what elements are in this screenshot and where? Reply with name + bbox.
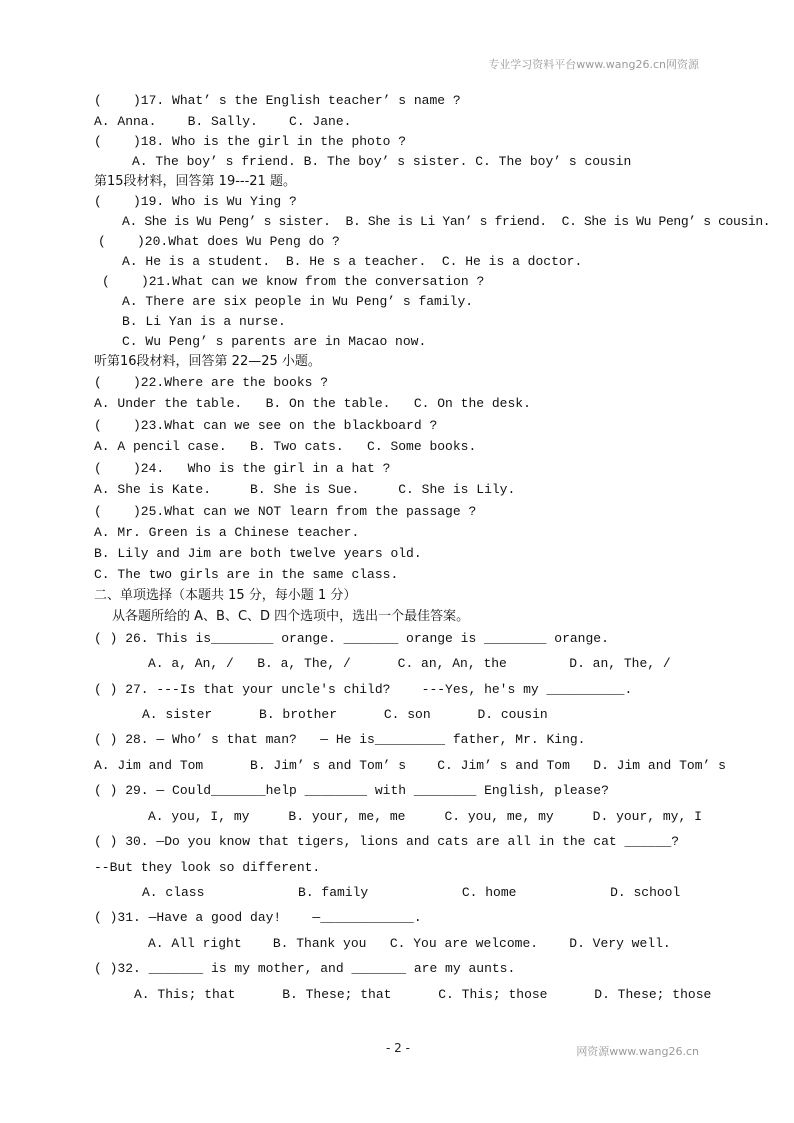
text-line: A. Under the table. B. On the table. C. On the desk. <box>94 396 531 411</box>
text-line: 第15段材料，回答第 19---21 题。 <box>94 174 296 189</box>
header-watermark: 专业学习资料平台www.wang26.cn网资源 <box>488 58 699 71</box>
text-line: A. The boy’ s friend. B. The boy’ s sister. C. The boy’ s cousin <box>132 154 632 169</box>
text-line: ( )32. _______ is my mother, and _______ are my aunts. <box>94 961 516 976</box>
text-line: ( )25.What can we NOT learn from the passage ? <box>94 504 477 519</box>
text-line: A. a, An, / B. a, The, / C. an, An, the D. an, The, / <box>148 656 671 671</box>
text-line: 二、单项选择（本题共 15 分，每小题 1 分） <box>94 588 357 603</box>
text-line: B. Lily and Jim are both twelve years old. <box>94 546 422 561</box>
text-line: A. Anna. B. Sally. C. Jane. <box>94 114 352 129</box>
text-line: A. sister B. brother C. son D. cousin <box>142 707 548 722</box>
text-line: A. Jim and Tom B. Jim’ s and Tom’ s C. Jim’ s and Tom D. Jim and Tom’ s <box>94 758 726 773</box>
text-line: A. you, I, my B. your, me, me C. you, me, my D. your, my, I <box>148 809 702 824</box>
text-line: ( )19. Who is Wu Ying ? <box>94 194 297 209</box>
text-line: 从各题所给的 A、B、C、D 四个选项中，选出一个最佳答案。 <box>112 609 470 624</box>
text-line: B. Li Yan is a nurse. <box>122 314 286 329</box>
text-line: ( )18. Who is the girl in the photo ? <box>94 134 407 149</box>
text-line: A. A pencil case. B. Two cats. C. Some books. <box>94 439 477 454</box>
text-line: ( ) 27. ---Is that your uncle's child? ---Yes, he's my __________. <box>94 682 633 697</box>
text-line: A. Mr. Green is a Chinese teacher. <box>94 525 360 540</box>
text-line: A. There are six people in Wu Peng’ s family. <box>122 294 474 309</box>
text-line: C. Wu Peng’ s parents are in Macao now. <box>122 334 427 349</box>
page-number: - 2 - <box>386 1041 410 1055</box>
text-line: A. She is Kate. B. She is Sue. C. She is Lily. <box>94 482 516 497</box>
footer-watermark: 网资源www.wang26.cn <box>576 1045 699 1058</box>
text-line: ( )24. Who is the girl in a hat ? <box>94 461 391 476</box>
text-line: ( )17. What’ s the English teacher’ s name ? <box>94 93 461 108</box>
text-line: C. The two girls are in the same class. <box>94 567 399 582</box>
text-line: ( ) 30. —Do you know that tigers, lions and cats are all in the cat ______? <box>94 834 680 849</box>
text-line: A. class B. family C. home D. school <box>142 885 681 900</box>
text-line: ( ) 29. — Could_______help ________ with ________ English, please? <box>94 783 609 798</box>
text-line: ( )20.What does Wu Peng do ? <box>98 234 340 249</box>
text-line: ( )22.Where are the books ? <box>94 375 329 390</box>
text-line: A. She is Wu Peng’ s sister. B. She is Li Yan’ s friend. C. She is Wu Peng’ s cousin. <box>122 214 771 229</box>
text-line: ( ) 28. — Who’ s that man? — He is_________ father, Mr. King. <box>94 732 586 747</box>
text-line: 听第16段材料，回答第 22—25 小题。 <box>94 354 321 369</box>
text-line: A. All right B. Thank you C. You are welcome. D. Very well. <box>148 936 671 951</box>
text-line: A. This; that B. These; that C. This; those D. These; those <box>134 987 712 1002</box>
text-line: A. He is a student. B. He s a teacher. C. He is a doctor. <box>122 254 583 269</box>
text-line: ( )23.What can we see on the blackboard ? <box>94 418 438 433</box>
text-line: ( ) 26. This is________ orange. _______ orange is ________ orange. <box>94 631 609 646</box>
text-line: --But they look so different. <box>94 860 321 875</box>
text-line: ( )21.What can we know from the conversation ? <box>102 274 485 289</box>
text-line: ( )31. —Have a good day! —____________. <box>94 910 422 925</box>
